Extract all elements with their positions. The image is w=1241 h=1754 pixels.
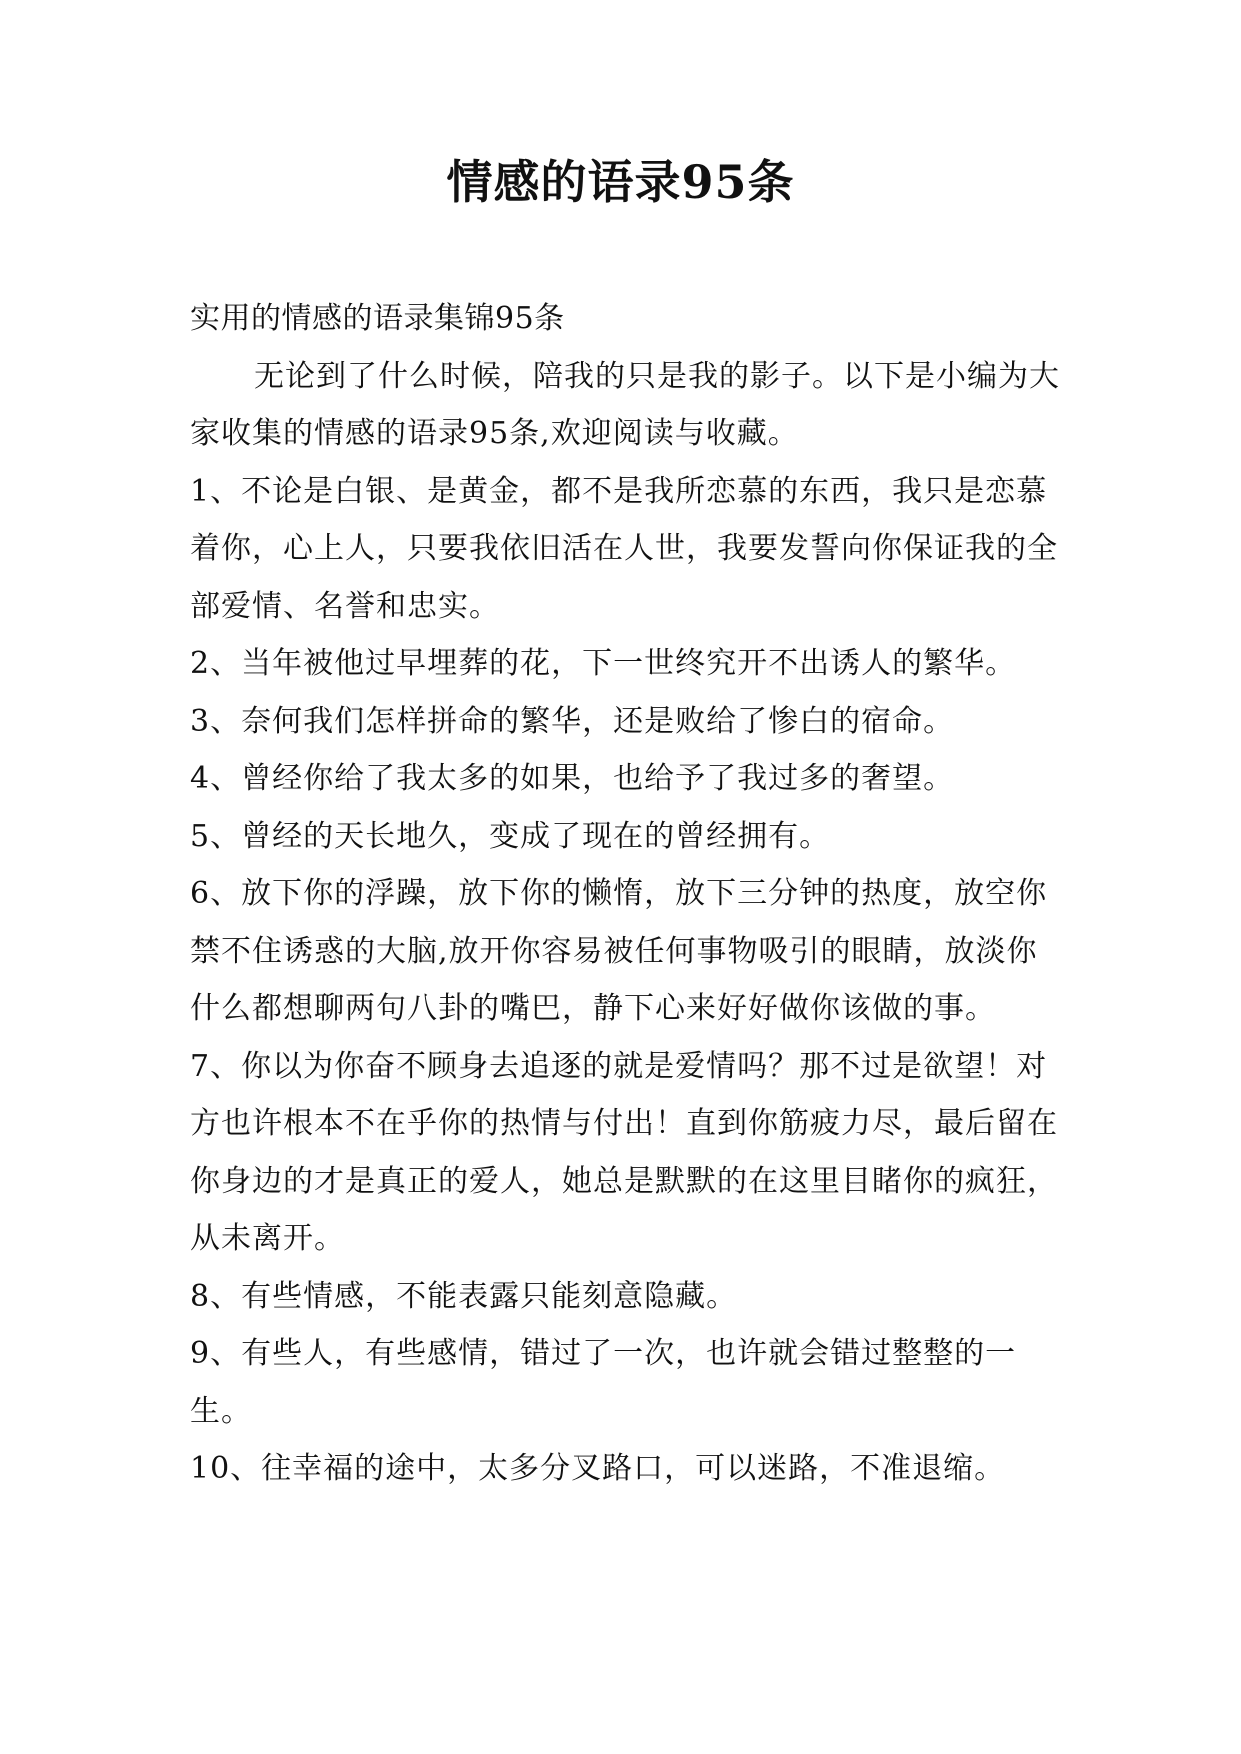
quote-item-9: 9、有些人，有些感情，错过了一次，也许就会错过整整的一生。 <box>190 1336 1017 1429</box>
quote-item-3: 3、奈何我们怎样拼命的繁华，还是败给了惨白的宿命。 <box>190 703 955 739</box>
document-subtitle: 实用的情感的语录集锦95条 <box>190 301 565 336</box>
quote-item-5: 5、曾经的天长地久，变成了现在的曾经拥有。 <box>190 818 831 854</box>
quote-item-4: 4、曾经你给了我太多的如果，也给予了我过多的奢望。 <box>190 761 955 796</box>
quote-item-10: 10、往幸福的途中，太多分叉路口，可以迷路，不准退缩。 <box>190 1451 1006 1486</box>
document-title: 情感的语录95条 <box>446 155 795 209</box>
quote-item-7: 7、你以为你奋不顾身去追逐的就是爱情吗？那不过是欲望！对方也许根本不在乎你的热情与付出！直到你筋疲力尽，最后留在你身边的才是真正的爱人，她总是默默的在这里目睹你的疯狂，从未离开。 <box>190 1048 1058 1256</box>
document-body <box>190 290 1060 1498</box>
quote-item-2: 2、当年被他过早埋葬的花，下一世终究开不出诱人的繁华。 <box>190 646 1017 681</box>
quote-item-1: 1、不论是白银、是黄金，都不是我所恋慕的东西，我只是恋慕着你，心上人，只要我依旧活在人世，我要发誓向你保证我的全部爱情、名誉和忠实。 <box>190 473 1058 624</box>
quote-item-6: 6、放下你的浮躁，放下你的懒惰，放下三分钟的热度，放空你禁不住诱惑的大脑,放开你容易被任何事物吸引的眼睛，放淡你什么都想聊两句八卦的嘴巴，静下心来好好做你该做的事。 <box>190 876 1048 1026</box>
quote-item-8: 8、有些情感，不能表露只能刻意隐藏。 <box>190 1278 738 1314</box>
intro-paragraph: 无论到了什么时候，陪我的只是我的影子。以下是小编为大家收集的情感的语录95条,欢迎阅读与收藏。 <box>190 358 1060 451</box>
